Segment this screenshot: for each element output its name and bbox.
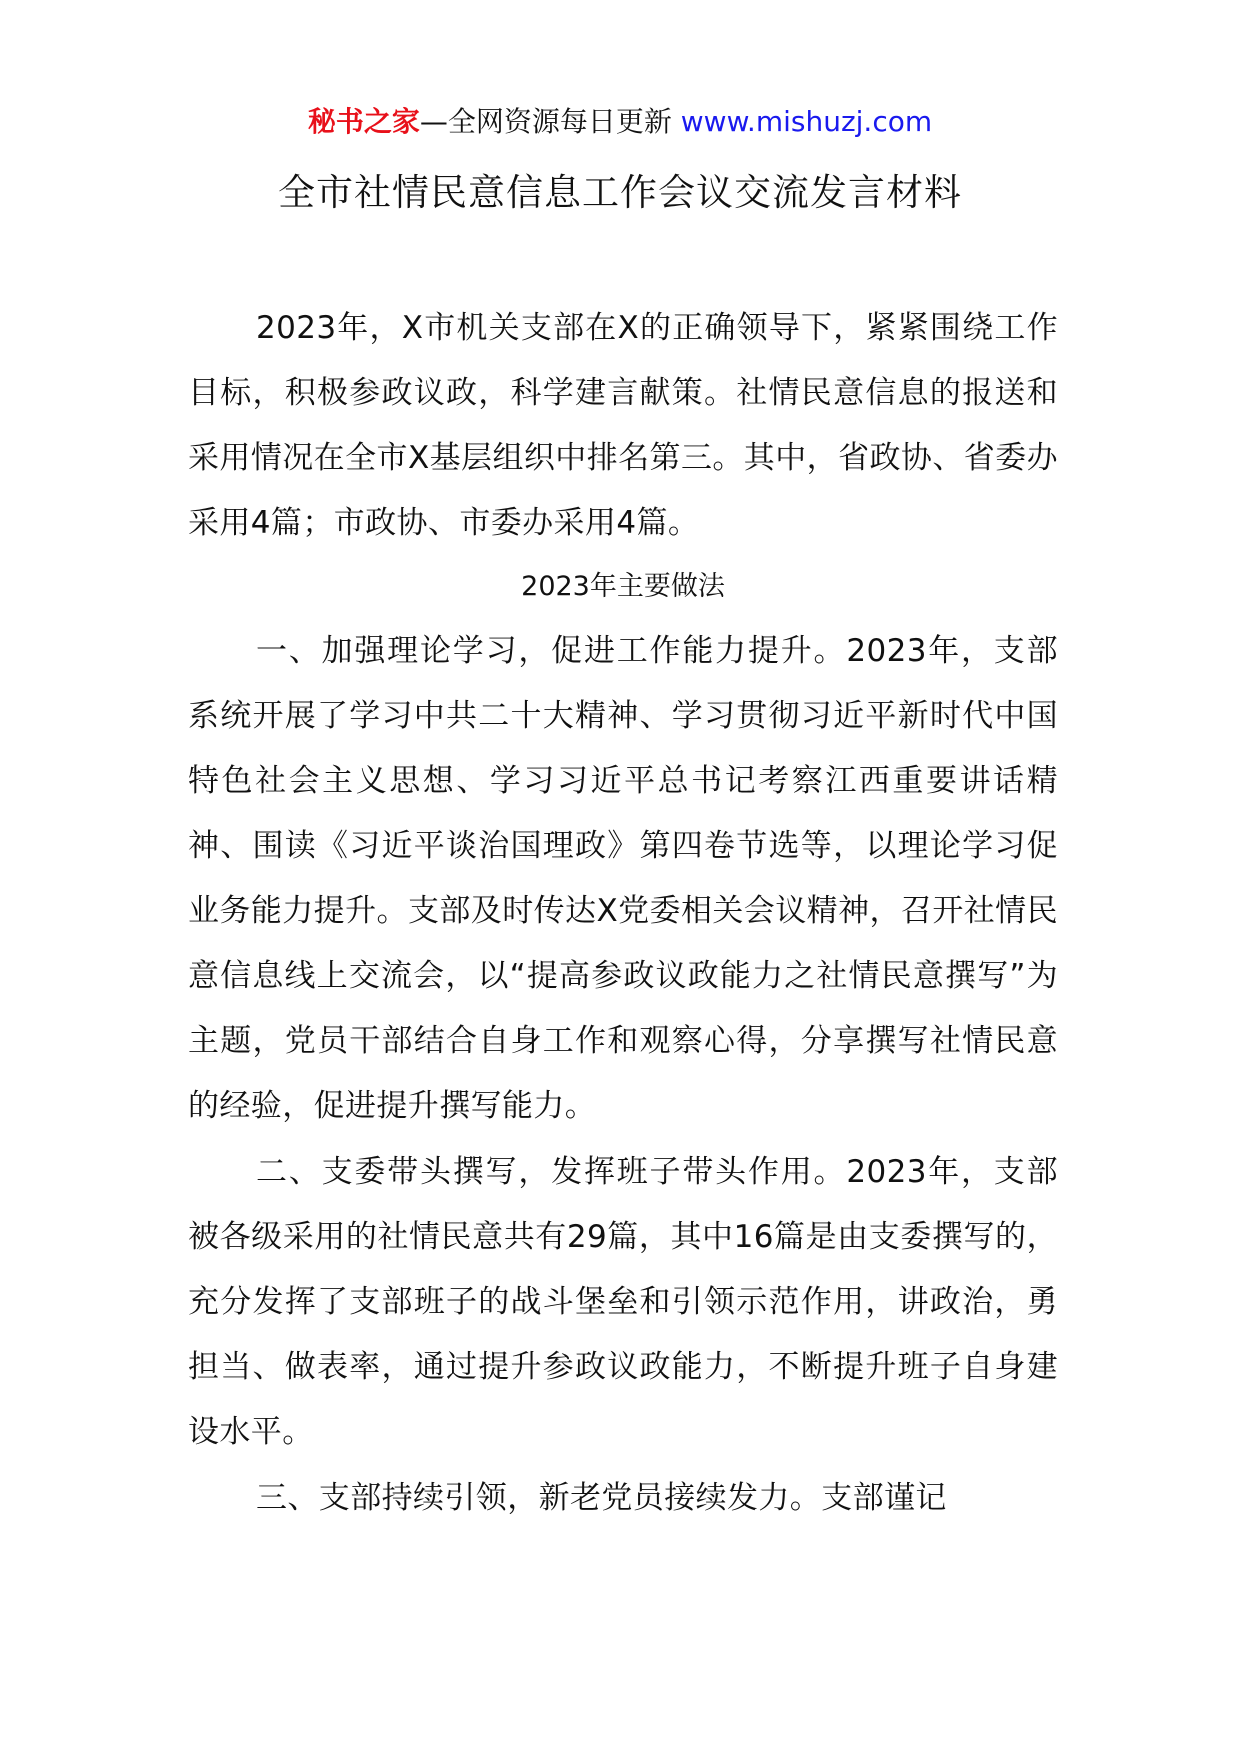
- item-lead-1: 一、加强理论学习，促进工作能力提升。: [256, 633, 847, 668]
- item-paragraph-1: [188, 618, 1058, 1139]
- item-paragraph-3: [188, 1465, 1058, 1531]
- item-lead-3: 三、支部持续引领，新老党员接续发力。: [256, 1480, 822, 1515]
- item-paragraph-2: [188, 1139, 1058, 1465]
- site-tagline: —全网资源每日更新: [419, 105, 681, 138]
- item-text-2: 2023年，支部被各级采用的社情民意共有29篇，其中16篇是由支委撰写的，充分发挥了支部班子的战斗堡垒和引领示范作用，讲政治，勇担当、做表率，通过提升参政议政能力，不断提升班子自身建设水平。: [188, 1154, 1059, 1450]
- site-url-link[interactable]: www.mishuzj.com: [680, 105, 933, 138]
- item-lead-2: 二、支委带头撰写，发挥班子带头作用。: [256, 1154, 847, 1189]
- item-text-1: 2023年，支部系统开展了学习中共二十大精神、学习贯彻习近平新时代中国特色社会主义思想、学习习近平总书记考察江西重要讲话精神、围读《习近平谈治国理政》第四卷节选等，以理论学习促业务能力提升。支部及时传达X党委相关会议精神，召开社情民意信息线上交流会，以“提高参政议政能力之社情民意撰写”为主题，党员干部结合自身工作和观察心得，分享撰写社情民意的经验，促进提升撰写能力。: [188, 633, 1059, 1124]
- brand-name: 秘书之家: [307, 105, 420, 138]
- item-text-3: 支部谨记: [821, 1480, 947, 1516]
- document-body: [188, 296, 1058, 1531]
- document-title: 全市社情民意信息工作会议交流发言材料: [278, 171, 962, 214]
- section-heading: 2023年主要做法: [521, 571, 725, 602]
- site-header: [0, 102, 1240, 142]
- intro-paragraph: 2023年，X市机关支部在X的正确领导下，紧紧围绕工作目标，积极参政议政，科学建言献策。社情民意信息的报送和采用情况在全市X基层组织中排名第三。其中，省政协、省委办采用4篇；市政协、市委办采用4篇。: [188, 310, 1058, 541]
